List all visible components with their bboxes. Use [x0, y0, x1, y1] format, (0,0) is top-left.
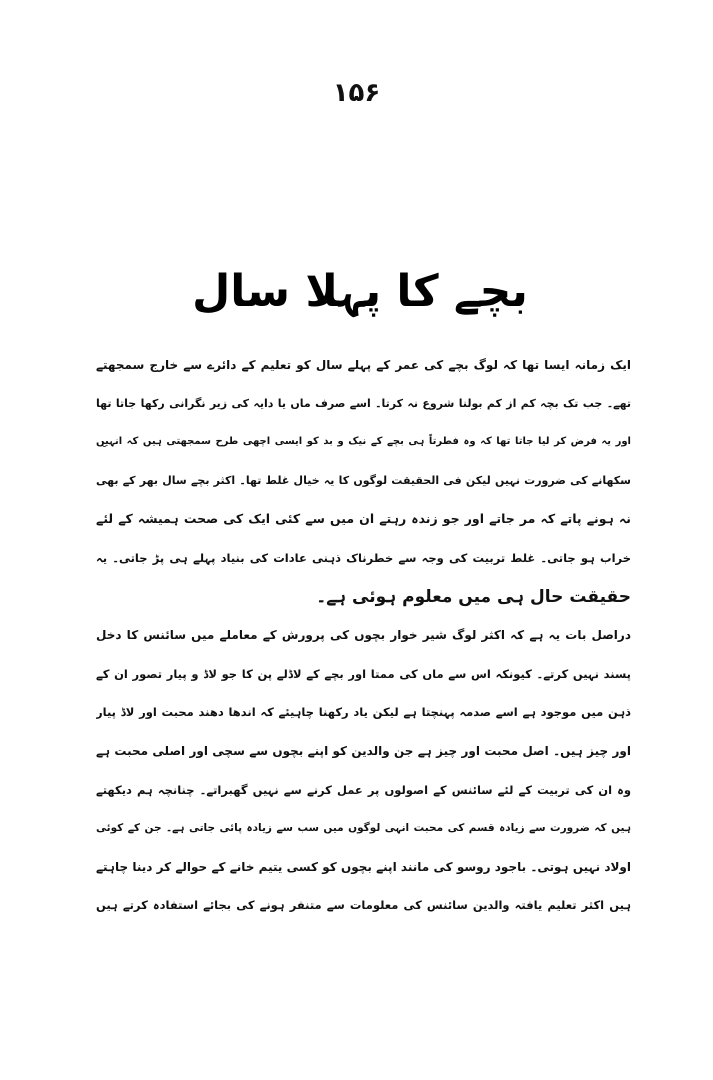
- paragraph-2: [96, 616, 631, 925]
- text-line: ہیں اکثر تعلیم یافتہ والدین سائنس کی معلومات سے متنفر ہونے کی بجائے استفادہ کرتے ہیں: [96, 898, 631, 913]
- text-line: پسند نہیں کرتے۔ کیونکہ اس سے ماں کی ممتا اور بچے کے لاڈلے پن کا جو لاڈ و پیار تصور ان کے: [96, 666, 631, 681]
- chapter-title: بچے کا پہلا سال: [192, 266, 528, 317]
- text-line: اور چیز ہیں۔ اصل محبت اور چیز ہے جن والدین کو اپنے بچوں سے سچی اور اصلی محبت ہے: [96, 743, 631, 758]
- text-line: اولاد نہیں ہوتی۔ باجود روسو کی مانند اپنے بچوں کو کسی یتیم خانے کے حوالے کر دینا چاہتے: [96, 859, 631, 874]
- text-line: حقیقت حال ہی میں معلوم ہوئی ہے۔: [316, 586, 631, 607]
- body-text: [96, 346, 631, 925]
- text-line: خراب ہو جاتی۔ غلط تربیت کی وجہ سے خطرناک ذہنی عادات کی بنیاد پہلے ہی پڑ جاتی۔ یہ: [96, 550, 631, 565]
- text-line: اور یہ فرض کر لیا جاتا تھا کہ وہ فطرتاً ہی بچے کے نیک و بد کو ایسی اچھی طرح سمجھتی ہیں کہ انہیں: [96, 436, 631, 448]
- text-line: ایک زمانہ ایسا تھا کہ لوگ بچے کی عمر کے پہلے سال کو تعلیم کے دائرے سے خارج سمجھتے: [96, 358, 631, 372]
- text-line: دراصل بات یہ ہے کہ اکثر لوگ شیر خوار بچوں کی پرورش کے معاملے میں سائنس کا دخل: [96, 628, 631, 643]
- text-line: وہ ان کی تربیت کے لئے سائنس کے اصولوں پر عمل کرنے سے نہیں گھبراتے۔ چنانچہ ہم دیکھتے: [96, 782, 631, 797]
- page-number: ۱۵۶: [332, 78, 381, 108]
- text-line: تھے۔ جب تک بچہ کم از کم بولنا شروع نہ کرتا۔ اسے صرف ماں یا دایہ کی زیر نگرانی رکھا جاتا تھا: [96, 396, 631, 410]
- text-line: ذہن میں موجود ہے اسے صدمہ پہنچتا ہے لیکن یاد رکھنا چاہیئے کہ اندھا دھند محبت اور لاڈ پیار: [96, 705, 631, 720]
- stray-ink-mark: ˘: [101, 444, 108, 460]
- paragraph-1: [96, 346, 631, 616]
- text-line: ہیں کہ ضرورت سے زیادہ قسم کی محبت انہی لوگوں میں سب سے زیادہ پائی جاتی ہے۔ جن کے کوئی: [96, 822, 631, 835]
- text-line: نہ ہونے پاتے کہ مر جاتے اور جو زندہ رہتے ان میں سے کئی ایک کی صحت ہمیشہ کے لئے: [96, 511, 631, 527]
- text-line: سکھانے کی ضرورت نہیں لیکن فی الحقیقت لوگوں کا یہ خیال غلط تھا۔ اکثر بچے سال بھر کے بھی: [96, 473, 631, 487]
